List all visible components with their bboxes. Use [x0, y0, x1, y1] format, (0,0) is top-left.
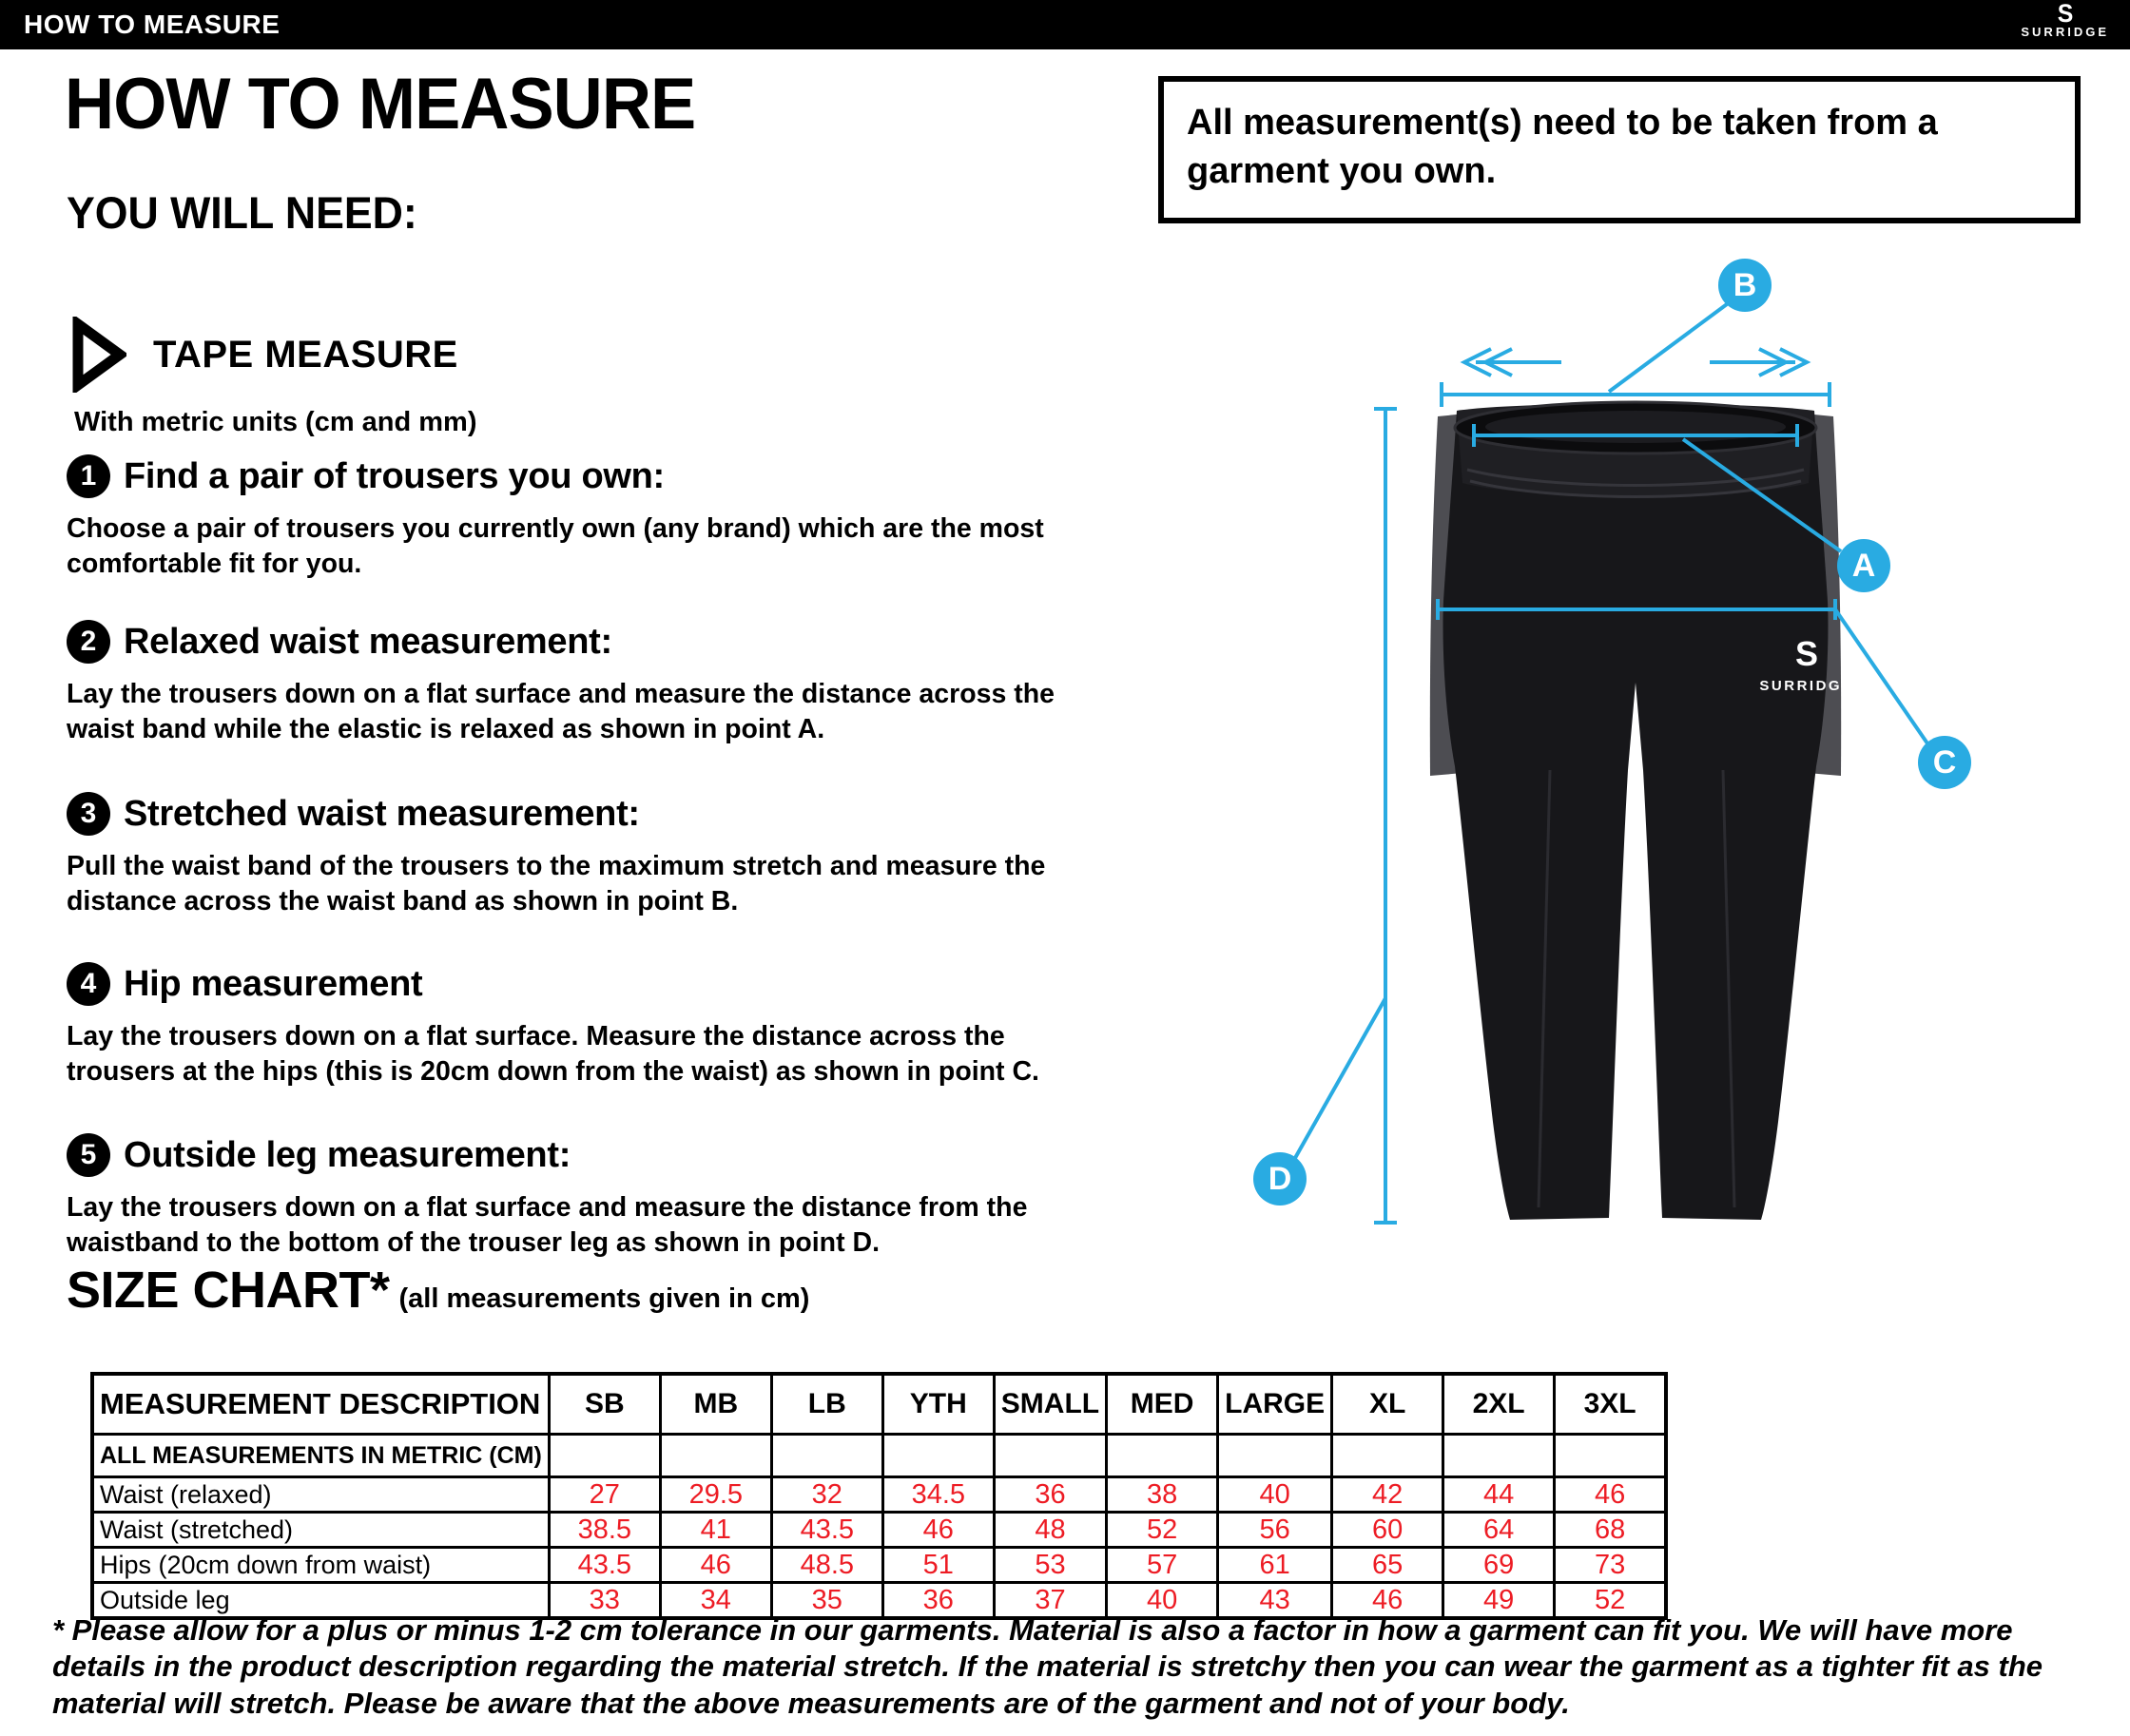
- step-4: [67, 962, 1084, 1090]
- waist-opening-inner: [1485, 411, 1786, 443]
- garment-surridge-s-icon: S: [1794, 634, 1819, 673]
- size-chart-header-row: [92, 1374, 1666, 1435]
- step-5-number-badge: 5: [67, 1133, 110, 1177]
- label-d: D: [1268, 1161, 1292, 1197]
- step-5-body: Lay the trousers down on a flat surface and measure the distance from the waistband to the bottom of the trouser leg as shown in point D.: [67, 1192, 1028, 1259]
- col-header-lb: LB: [771, 1374, 882, 1435]
- tape-measure-label: TAPE MEASURE: [153, 333, 458, 376]
- label-c: C: [1932, 744, 1957, 781]
- size-chart-title: SIZE CHART*: [67, 1262, 390, 1319]
- step-2-heading: Relaxed waist measurement:: [124, 621, 612, 662]
- col-header-large: LARGE: [1218, 1374, 1332, 1435]
- step-1: [67, 454, 1084, 582]
- top-bar-title: HOW TO MEASURE: [24, 10, 281, 39]
- col-header-3xl: 3XL: [1555, 1374, 1667, 1435]
- garment-surridge-wordmark: SURRIDGE: [1759, 678, 1854, 694]
- step-5: [67, 1133, 1084, 1261]
- step-3-number-badge: 3: [67, 792, 110, 836]
- col-header-small: SMALL: [994, 1374, 1106, 1435]
- col-header-description: MEASUREMENT DESCRIPTION: [92, 1374, 549, 1435]
- step-5-heading: Outside leg measurement:: [124, 1134, 571, 1175]
- label-b: B: [1733, 267, 1757, 303]
- surridge-logo: [2021, 2, 2109, 39]
- step-2-number-badge: 2: [67, 620, 110, 664]
- step-1-heading: Find a pair of trousers you own:: [124, 455, 665, 496]
- step-4-heading: Hip measurement: [124, 963, 423, 1004]
- step-2: [67, 620, 1084, 747]
- col-header-mb: MB: [660, 1374, 771, 1435]
- measure-line-b: [1442, 304, 1830, 407]
- table-row-waist-relaxed: Waist (relaxed) 27 29.5 32 34.5 36 38 40 42 44 46: [92, 1477, 1666, 1513]
- note-box: All measurement(s) need to be taken from a garment you own.: [1158, 76, 2081, 223]
- size-chart-caption: (all measurements given in cm): [398, 1283, 810, 1314]
- step-4-number-badge: 4: [67, 962, 110, 1006]
- page-title: HOW TO MEASURE: [65, 64, 696, 145]
- step-2-body: Lay the trousers down on a flat surface and measure the distance across the waist band while the elastic is relaxed as shown in point A.: [67, 679, 1055, 745]
- tape-measure-item: [71, 317, 458, 393]
- step-1-body: Choose a pair of trousers you currently own (any brand) which are the most comfortable fit for you.: [67, 513, 1044, 580]
- step-4-body: Lay the trousers down on a flat surface. Measure the distance across the trousers at the hips (this is 20cm down from the waist) as shown in point C.: [67, 1021, 1039, 1088]
- table-row-waist-stretched: Waist (stretched) 38.5 41 43.5 46 48 52 56 60 64 68: [92, 1513, 1666, 1548]
- step-3-heading: Stretched waist measurement:: [124, 793, 640, 834]
- you-will-need-heading: YOU WILL NEED:: [67, 187, 417, 238]
- step-1-number-badge: 1: [67, 454, 110, 498]
- table-row-hips: Hips (20cm down from waist) 43.5 46 48.5 51 53 57 61 65 69 73: [92, 1548, 1666, 1583]
- tolerance-footnote: * Please allow for a plus or minus 1-2 cm tolerance in our garments. Material is also a factor in how a garment can fit you. We will have more details in the product description regarding the material stretch. If the material is stretchy then you can wear the garment as a tighter fit as the material will stretch. Please be aware that the above measurements are of the garment and not of your body.: [52, 1613, 2043, 1720]
- step-3-body: Pull the waist band of the trousers to the maximum stretch and measure the distance across the waist band as shown in point B.: [67, 851, 1046, 917]
- units-row-label: ALL MEASUREMENTS IN METRIC (CM): [92, 1435, 549, 1477]
- units-row: [92, 1435, 1666, 1477]
- step-3: [67, 792, 1084, 919]
- trousers-measurement-diagram: [1236, 238, 2130, 1293]
- triangle-bullet-icon: [71, 317, 126, 393]
- col-header-sb: SB: [549, 1374, 660, 1435]
- table-row-outside-leg: Outside leg 33 34 35 36 37 40 43 46 49 52: [92, 1583, 1666, 1619]
- top-bar: [0, 0, 2130, 49]
- col-header-2xl: 2XL: [1443, 1374, 1555, 1435]
- surridge-s-icon: S: [2057, 0, 2073, 28]
- col-header-med: MED: [1107, 1374, 1218, 1435]
- size-chart-heading: [67, 1261, 809, 1320]
- label-a: A: [1851, 548, 1876, 584]
- tape-measure-detail: With metric units (cm and mm): [74, 407, 477, 437]
- col-header-xl: XL: [1332, 1374, 1443, 1435]
- surridge-wordmark: SURRIDGE: [2021, 25, 2109, 39]
- size-chart-table: [90, 1372, 1668, 1620]
- col-header-yth: YTH: [882, 1374, 994, 1435]
- trousers-silhouette: [1443, 406, 1829, 1220]
- measure-line-d: [1295, 409, 1397, 1223]
